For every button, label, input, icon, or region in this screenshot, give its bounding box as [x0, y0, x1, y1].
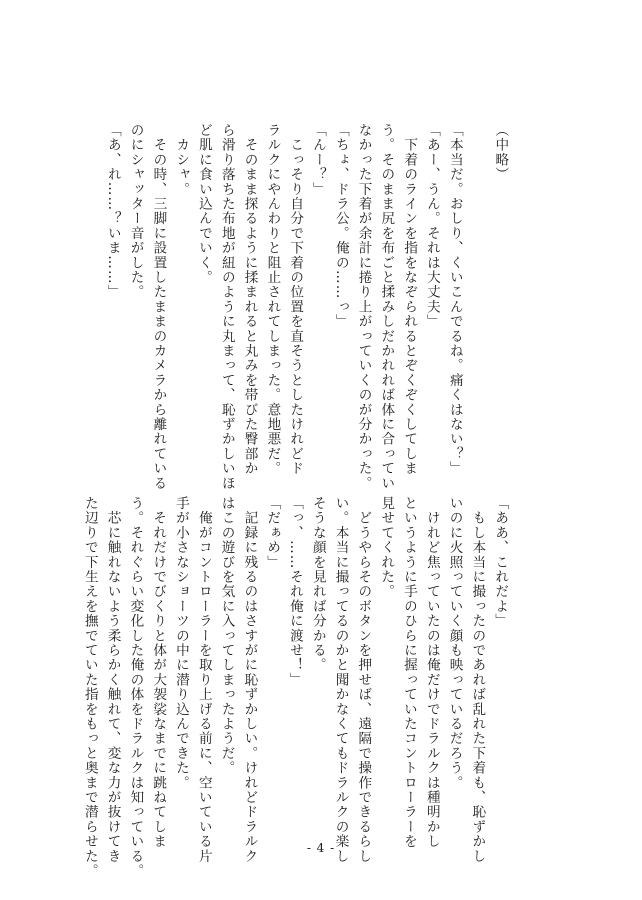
bottom-line: 見せてくれた。 — [378, 496, 395, 599]
top-line: その時、三脚に設置したままのカメラから離れている — [150, 123, 167, 491]
bottom-line: 「ああ、これだよ」 — [492, 496, 509, 629]
top-line — [466, 123, 489, 463]
top-line: 「あー、うん。それは大丈夫」 — [423, 123, 440, 329]
top-line: ど肌に食い込んでいく。 — [195, 123, 212, 285]
bottom-line: いのに火照っていく顔も映っているだろう。 — [446, 496, 463, 790]
bottom-line: そうな顔を見れば分かる。 — [309, 496, 326, 673]
top-line: なかった下着が余計に捲り上がっていくのが分かった。 — [355, 123, 372, 491]
top-line: （中略） — [492, 123, 509, 182]
page-number: - 4 - — [306, 841, 336, 855]
bottom-line: もし本当に撮ったのであれば乱れた下着も、恥ずかし — [469, 496, 486, 864]
bottom-line: 俺がコントローラーを取り上げる前に、空いている片 — [195, 496, 212, 864]
bottom-line: い。本当に撮ってるのかと聞かなくてもドラルクの楽し — [332, 496, 349, 864]
bottom-line: 「だぁめ」 — [264, 496, 281, 570]
bottom-line: どうやらそのボタンを押せば、遠隔で操作できるらし — [355, 496, 372, 864]
top-line: う。そのまま尻を布ごと揉みしだかれれば体に合ってい — [378, 123, 395, 491]
top-line: 「あ、れ……？いま……」 — [104, 123, 121, 300]
bottom-line: た辺りで下生えを撫でていた指をもっと奥まで潜らせた。 — [81, 496, 98, 879]
text-block-top — [101, 123, 511, 491]
top-line: 「んー？」 — [309, 123, 326, 197]
top-line: 下着のラインを指をなぞられるとぞくぞくしてしま — [401, 123, 418, 476]
bottom-line: けれど焦っていたのは俺だけでドラルクは種明かし — [423, 496, 440, 849]
top-line: そのまま探るように揉まれると丸みを帯びた臀部か — [241, 123, 258, 476]
top-line: こっそり自分で下着の位置を直そうとしたけれどド — [287, 123, 304, 476]
top-line: ら滑り落ちた布地が紐のように丸まって、恥ずかしいほ — [218, 123, 235, 491]
bottom-line: 手が小さなショーツの中に潜り込んできた。 — [172, 496, 189, 790]
top-line: ラルクにやんわりと阻止されてしまった。意地悪だ。 — [264, 123, 281, 476]
bottom-line: 芯に触れないよう柔らかく触れて、変な力が抜けてき — [104, 496, 121, 864]
bottom-line: それだけでびくりと体が大袈裟なまでに跳ねてしま — [150, 496, 167, 849]
bottom-line: 記録に残るのはさすがに恥ずかしい。けれどドラルク — [241, 496, 258, 864]
top-line: 「本当だ。おしり、くいこんでるね。痛くはない？」 — [446, 123, 463, 476]
top-line: カシャ。 — [173, 123, 190, 197]
text-block-bottom — [78, 496, 511, 879]
bottom-line: はこの遊びを気に入ってしまったようだ。 — [218, 496, 235, 776]
top-line: のにシャッター音がした。 — [127, 123, 144, 300]
top-line: 「ちょ、ドラ公。俺の……っ」 — [332, 123, 349, 329]
bottom-line: 「っ、……それ俺に渡せ！」 — [286, 496, 303, 688]
bottom-line: う。それぐらい変化した俺の体をドラルクは知っている。 — [127, 496, 144, 879]
bottom-line: というように手のひらに握っていたコントローラーを — [400, 496, 417, 849]
